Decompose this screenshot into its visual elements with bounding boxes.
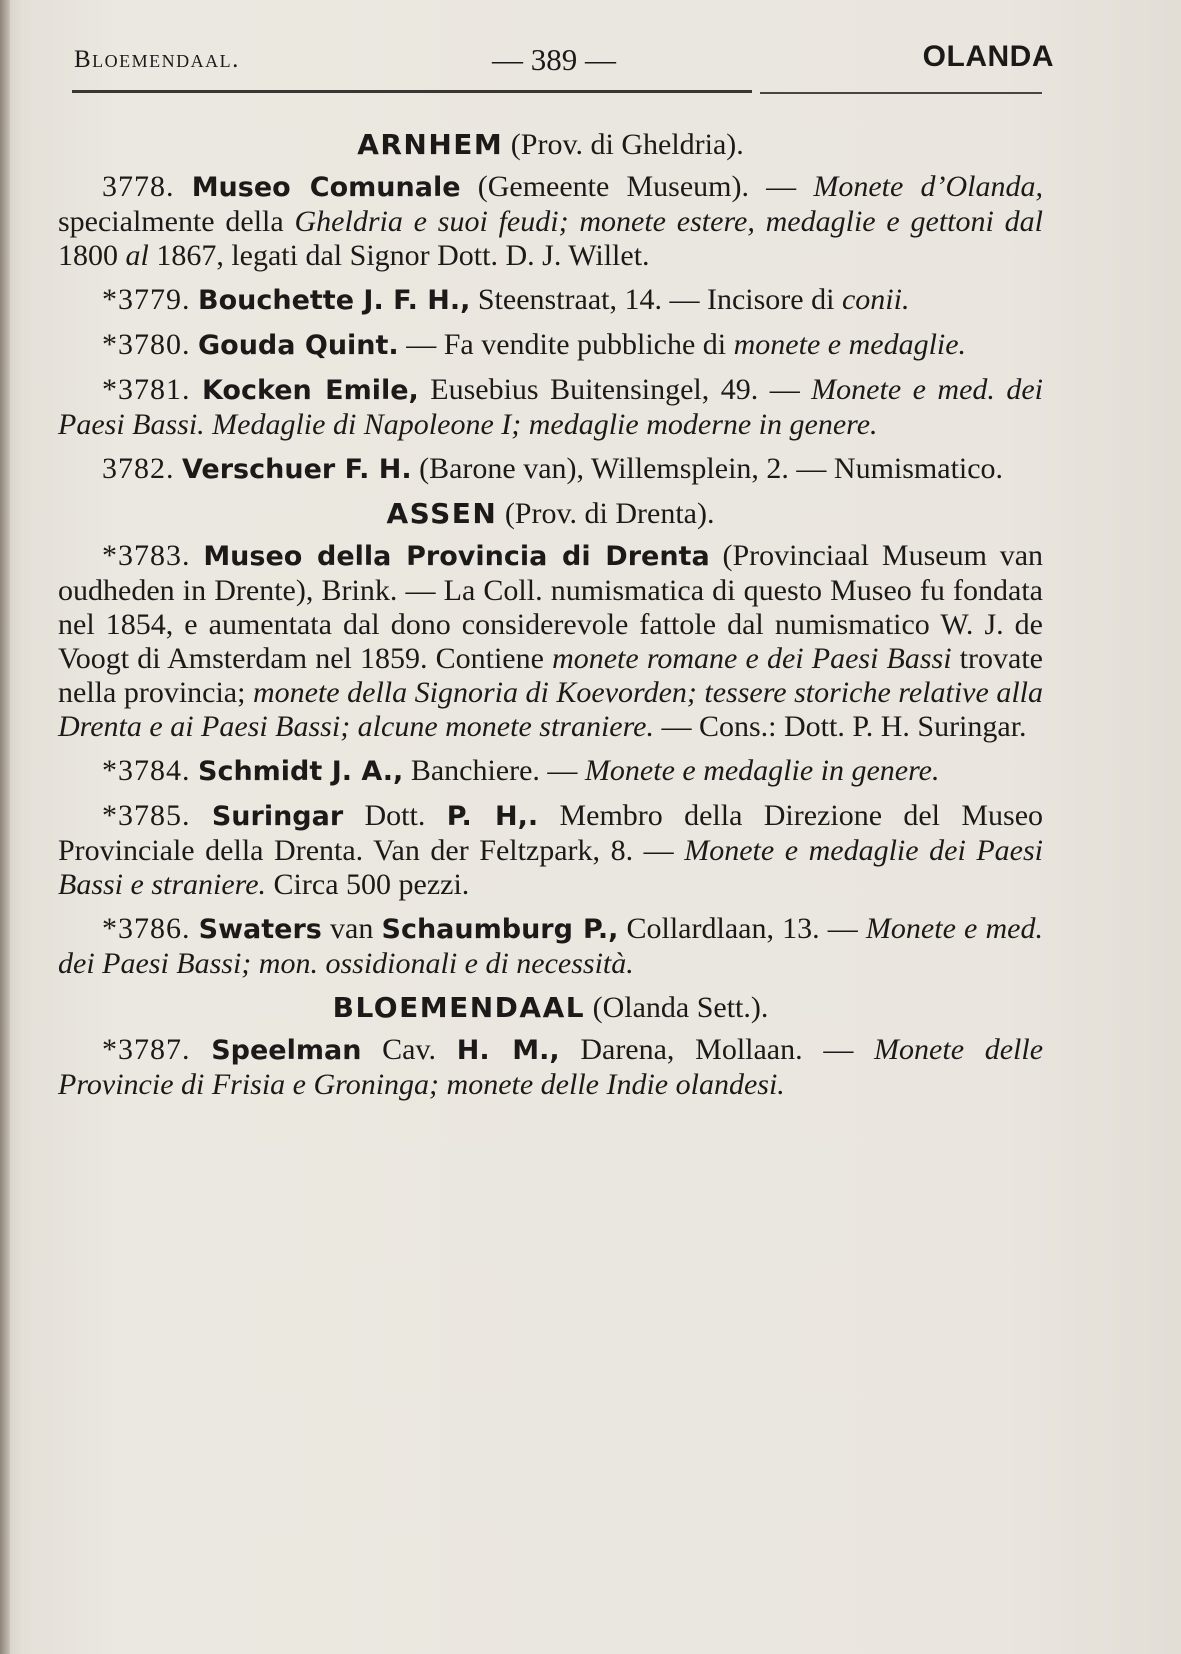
entry-italic: monete e medaglie.: [733, 328, 967, 361]
entry-name: Museo della Provincia di Drenta: [203, 541, 710, 572]
entry-text: (Provinciaal Museum van oudheden in Drente), Brink. — La Coll. numismatica di questo Museo fu fondata nel 1854, e aumentata dal dono considerevole fattole dal numismatico W. J. de Voogt di Amsterdam nel 1859. Contiene: [58, 539, 1044, 675]
entry-3787: [58, 1033, 1043, 1102]
page-number: — 389 —: [492, 42, 616, 77]
entry-text: van: [321, 912, 382, 945]
entry-text: Steenstraat, 14. — Incisore di: [470, 283, 842, 316]
entry-number: *3785.: [102, 799, 191, 832]
entry-text: Dott.: [343, 799, 447, 832]
entry-text: trovate nella provincia;: [58, 642, 1043, 709]
entry-3786: [58, 912, 1043, 981]
entry-name-part: H. M.,: [456, 1035, 560, 1066]
entry-name: Swaters: [198, 914, 322, 945]
header-rule-right: [760, 92, 1042, 94]
section-heading-assen: [58, 497, 1043, 531]
entry-name-part: P. H,.: [446, 801, 539, 832]
entry-name: Verschuer F. H.: [182, 454, 412, 485]
entry-italic: Monete d’Olanda,: [813, 170, 1043, 203]
entry-name: Kocken Emile,: [201, 375, 419, 406]
running-head-country: OLANDA: [922, 40, 1054, 73]
entry-italic: al: [125, 239, 149, 272]
entry-3782: [58, 452, 1043, 487]
running-head: [72, 36, 1054, 86]
entry-italic: conii.: [841, 283, 910, 316]
entry-text: Eusebius Buitensingel, 49. —: [418, 373, 812, 406]
entry-name: Speelman: [211, 1035, 362, 1066]
entry-number: *3780.: [102, 328, 191, 361]
header-rule-left: [72, 90, 752, 93]
entry-text: Membro della Direzione del Museo Provinciale della Drenta. Van der Feltzpark, 8. —: [58, 799, 1044, 867]
book-spine-shadow: [0, 0, 10, 1654]
page-body: [58, 118, 1043, 1112]
entry-number: 3782.: [102, 452, 175, 485]
section-heading-arnhem: [58, 128, 1043, 162]
entry-italic: Monete e med. dei Paesi Bassi. Medaglie di Napoleone I; medaglie moderne in genere.: [58, 373, 1044, 441]
city-name: BLOEMENDAAL: [332, 991, 586, 1024]
city-name: ASSEN: [386, 497, 498, 530]
entry-text: Circa 500 pezzi.: [266, 868, 470, 901]
entry-number: *3787.: [102, 1033, 191, 1066]
entry-text: Darena, Mollaan. —: [559, 1033, 875, 1066]
entry-name: Suringar: [211, 801, 344, 832]
entry-text: — Fa vendite pubbliche di: [398, 328, 734, 361]
entry-italic: Monete delle Provincie di Frisia e Groninga; monete delle Indie olandesi.: [58, 1033, 1044, 1101]
province-name: (Prov. di Gheldria).: [510, 128, 744, 161]
entry-text: Banchiere. —: [403, 754, 585, 787]
entry-text: 1800: [58, 239, 126, 272]
entry-number: 3778.: [102, 170, 175, 203]
entry-3783: [58, 539, 1043, 744]
running-head-left: Bloemendaal.: [74, 46, 240, 73]
entry-italic: Monete e medaglie dei Paesi Bassi e straniere.: [58, 834, 1043, 901]
entry-3784: [58, 754, 1043, 789]
entry-italic: monete romane e dei Paesi Bassi: [552, 642, 952, 675]
entry-name: Schmidt J. A.,: [198, 756, 404, 787]
section-heading-bloemendaal: [58, 991, 1043, 1025]
entry-italic: Gheldria e suoi feudi; monete estere, medaglie e gettoni dal: [294, 205, 1043, 238]
entry-text: Cav.: [361, 1033, 457, 1066]
entry-3778: [58, 170, 1043, 273]
entry-3781: [58, 373, 1043, 442]
entry-italic: Monete e medaglie in genere.: [584, 754, 940, 787]
entry-number: *3779.: [102, 283, 191, 316]
entry-name: Bouchette J. F. H.,: [198, 285, 471, 316]
entry-italic: monete della Signoria di Koevorden; tessere storiche relative alla Drenta e ai Paesi Bassi; alcune monete straniere.: [58, 676, 1043, 743]
entry-italic: Monete e med. dei Paesi Bassi; mon. ossidionali e di necessità.: [58, 912, 1043, 980]
entry-text: (Gemeente Museum). —: [460, 170, 814, 203]
entry-text: specialmente della: [58, 205, 295, 238]
entry-3779: [58, 283, 1043, 318]
entry-text: (Barone van), Willemsplein, 2. — Numismatico.: [411, 452, 1004, 485]
province-name: (Olanda Sett.).: [592, 991, 769, 1024]
entry-text: — Cons.: Dott. P. H. Suringar.: [654, 710, 1027, 743]
entry-number: *3784.: [102, 754, 191, 787]
province-name: (Prov. di Drenta).: [504, 497, 715, 530]
entry-number: *3783.: [102, 539, 191, 572]
entry-name: Museo Comunale: [191, 172, 461, 203]
entry-number: *3781.: [102, 373, 191, 406]
entry-text: 1867, legati dal Signor Dott. D. J. Willet.: [148, 239, 650, 272]
entry-name-part: Schaumburg P.,: [381, 914, 619, 945]
entry-3780: [58, 328, 1043, 363]
entry-3785: [58, 799, 1043, 902]
entry-name: Gouda Quint.: [198, 330, 399, 361]
entry-number: *3786.: [102, 912, 191, 945]
entry-text: Collardlaan, 13. —: [618, 912, 866, 945]
city-name: ARNHEM: [357, 128, 504, 161]
